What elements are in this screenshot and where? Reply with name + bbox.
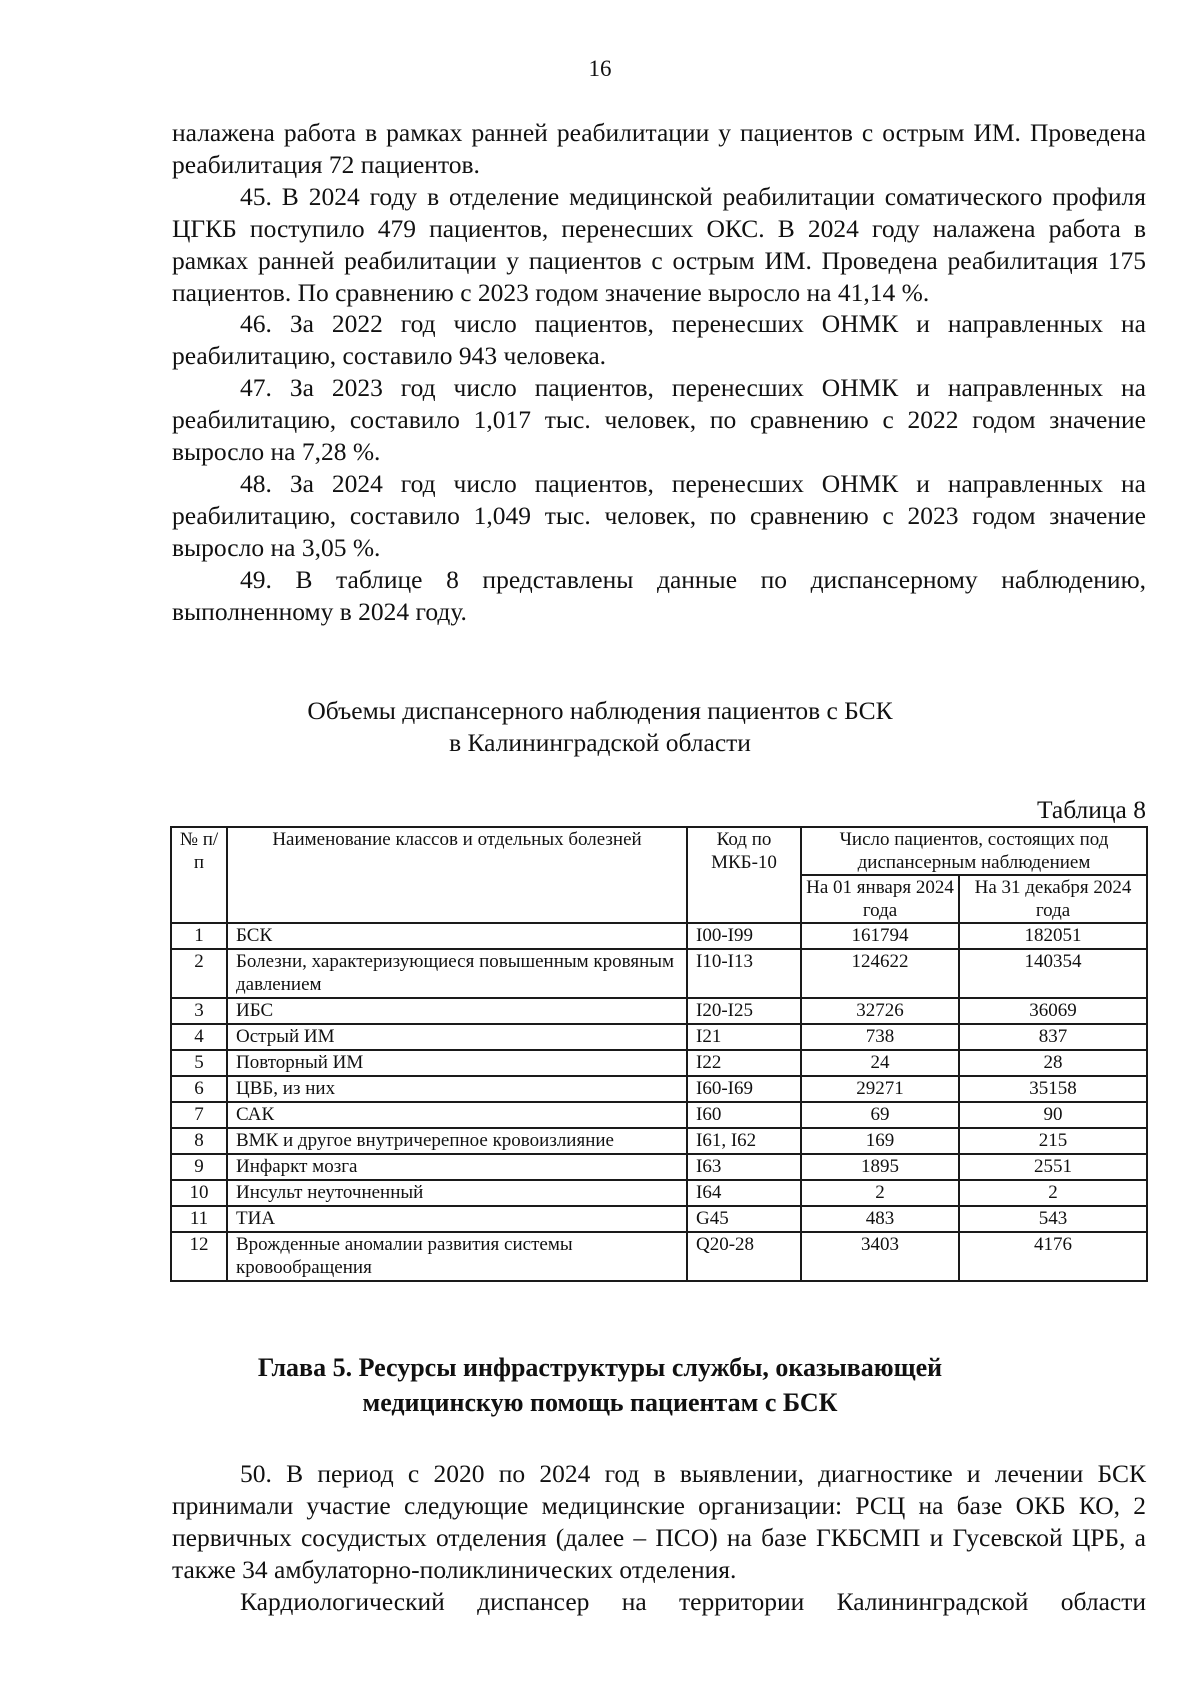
- row-name: Повторный ИМ: [227, 1050, 687, 1076]
- row-num: 9: [171, 1154, 227, 1180]
- table-row: [171, 1076, 1147, 1102]
- table-row: [171, 1024, 1147, 1050]
- row-name: Острый ИМ: [227, 1024, 687, 1050]
- row-num: 11: [171, 1206, 227, 1232]
- row-code: I10-I13: [687, 949, 801, 998]
- row-code: I63: [687, 1154, 801, 1180]
- header-name: Наименование классов и отдельных болезней: [227, 827, 687, 923]
- row-start: 124622: [801, 949, 959, 998]
- table-row: [171, 1128, 1147, 1154]
- header-code: Код по МКБ-10: [687, 827, 801, 923]
- row-start: 738: [801, 1024, 959, 1050]
- row-end: 90: [959, 1102, 1147, 1128]
- paragraph-49: 49. В таблице 8 представлены данные по диспансерному наблюдению, выполненному в 2024 году.: [172, 564, 1146, 626]
- row-code: Q20-28: [687, 1232, 801, 1281]
- row-num: 3: [171, 998, 227, 1024]
- table-row: [171, 1206, 1147, 1232]
- row-end: 35158: [959, 1076, 1147, 1102]
- row-num: 2: [171, 949, 227, 998]
- row-start: 69: [801, 1102, 959, 1128]
- row-num: 4: [171, 1024, 227, 1050]
- row-start: 29271: [801, 1076, 959, 1102]
- row-end: 2551: [959, 1154, 1147, 1180]
- table-label: Таблица 8: [1036, 795, 1146, 824]
- top-text-block: [172, 117, 1146, 628]
- table-row: [171, 1180, 1147, 1206]
- row-end: 182051: [959, 923, 1147, 949]
- row-end: 837: [959, 1024, 1147, 1050]
- row-name: Инфаркт мозга: [227, 1154, 687, 1180]
- row-num: 1: [171, 923, 227, 949]
- paragraph-46: 46. За 2022 год число пациентов, перенесших ОНМК и направленных на реабилитацию, составило 943 человека.: [172, 309, 1146, 371]
- row-code: I22: [687, 1050, 801, 1076]
- row-name: ВМК и другое внутричерепное кровоизлияние: [227, 1128, 687, 1154]
- row-end: 36069: [959, 998, 1147, 1024]
- table-row: [171, 1232, 1147, 1281]
- bottom-text-block: [172, 1458, 1146, 1618]
- row-start: 169: [801, 1128, 959, 1154]
- header-count-group: Число пациентов, состоящих под диспансерным наблюдением: [801, 827, 1147, 875]
- row-code: I60-I69: [687, 1076, 801, 1102]
- row-num: 7: [171, 1102, 227, 1128]
- row-code: G45: [687, 1206, 801, 1232]
- row-code: I64: [687, 1180, 801, 1206]
- paragraph-continuation: налажена работа в рамках ранней реабилитации у пациентов с острым ИМ. Проведена реабилитация 72 пациентов.: [172, 118, 1146, 179]
- row-end: 28: [959, 1050, 1147, 1076]
- table-row: [171, 1154, 1147, 1180]
- table-row: [171, 998, 1147, 1024]
- row-start: 2: [801, 1180, 959, 1206]
- chapter-heading-line-1: Глава 5. Ресурсы инфраструктуры службы, оказывающей: [257, 1353, 943, 1382]
- row-code: I61, I62: [687, 1128, 801, 1154]
- row-num: 12: [171, 1232, 227, 1281]
- paragraph-45: 45. В 2024 году в отделение медицинской реабилитации соматического профиля ЦГКБ поступило 479 пациентов, перенесших ОКС. В 2024 году налажена работа в рамках ранней реабилитации у пациентов с острым ИМ. Проведена реабилитация 175 пациентов. По сравнению с 2023 годом значение выросло на 41,14 %.: [172, 181, 1146, 307]
- row-code: I00-I99: [687, 923, 801, 949]
- row-name: Инсульт неуточненный: [227, 1180, 687, 1206]
- dispensary-table: [170, 826, 1148, 1282]
- row-name: ТИА: [227, 1206, 687, 1232]
- table-title: [0, 695, 1200, 759]
- row-end: 4176: [959, 1232, 1147, 1281]
- header-end: На 31 декабря 2024 года: [959, 875, 1147, 923]
- row-start: 161794: [801, 923, 959, 949]
- table-row: [171, 1102, 1147, 1128]
- table-row: [171, 1050, 1147, 1076]
- table-title-line-1: Объемы диспансерного наблюдения пациентов с БСК: [307, 696, 893, 725]
- row-code: I21: [687, 1024, 801, 1050]
- paragraph-48: 48. За 2024 год число пациентов, перенесших ОНМК и направленных на реабилитацию, составило 1,049 тыс. человек, по сравнению с 2023 годом значение выросло на 3,05 %.: [172, 468, 1146, 562]
- row-name: САК: [227, 1102, 687, 1128]
- row-end: 2: [959, 1180, 1147, 1206]
- row-end: 543: [959, 1206, 1147, 1232]
- row-num: 5: [171, 1050, 227, 1076]
- table-title-line-2: в Калининградской области: [449, 728, 751, 757]
- row-start: 1895: [801, 1154, 959, 1180]
- row-num: 6: [171, 1076, 227, 1102]
- row-code: I20-I25: [687, 998, 801, 1024]
- row-name: Болезни, характеризующиеся повышенным кровяным давлением: [227, 949, 687, 998]
- paragraph-47: 47. За 2023 год число пациентов, перенесших ОНМК и направленных на реабилитацию, составило 1,017 тыс. человек, по сравнению с 2022 годом значение выросло на 7,28 %.: [172, 373, 1146, 467]
- row-name: ЦВБ, из них: [227, 1076, 687, 1102]
- page-number: 16: [588, 56, 612, 81]
- chapter-heading: [0, 1350, 1200, 1420]
- table-row: [171, 923, 1147, 949]
- row-name: БСК: [227, 923, 687, 949]
- header-start: На 01 января 2024 года: [801, 875, 959, 923]
- chapter-heading-line-2: медицинскую помощь пациентам с БСК: [362, 1388, 838, 1417]
- row-name: ИБС: [227, 998, 687, 1024]
- row-end: 215: [959, 1128, 1147, 1154]
- paragraph-cardio-dispensary: Кардиологический диспансер на территории Калининградской области: [240, 1586, 1146, 1616]
- row-start: 32726: [801, 998, 959, 1024]
- row-start: 24: [801, 1050, 959, 1076]
- table-row: [171, 949, 1147, 998]
- row-start: 3403: [801, 1232, 959, 1281]
- row-num: 8: [171, 1128, 227, 1154]
- row-code: I60: [687, 1102, 801, 1128]
- row-end: 140354: [959, 949, 1147, 998]
- row-name: Врожденные аномалии развития системы кровообращения: [227, 1232, 687, 1281]
- row-num: 10: [171, 1180, 227, 1206]
- header-num: № п/п: [171, 827, 227, 923]
- row-start: 483: [801, 1206, 959, 1232]
- paragraph-50: 50. В период с 2020 по 2024 год в выявлении, диагностике и лечении БСК принимали участие следующие медицинские организации: РСЦ на базе ОКБ КО, 2 первичных сосудистых отделения (далее – ПСО) на базе ГКБСМП и Гусевской ЦРБ, а также 34 амбулаторно-поликлинических отделения.: [172, 1459, 1146, 1584]
